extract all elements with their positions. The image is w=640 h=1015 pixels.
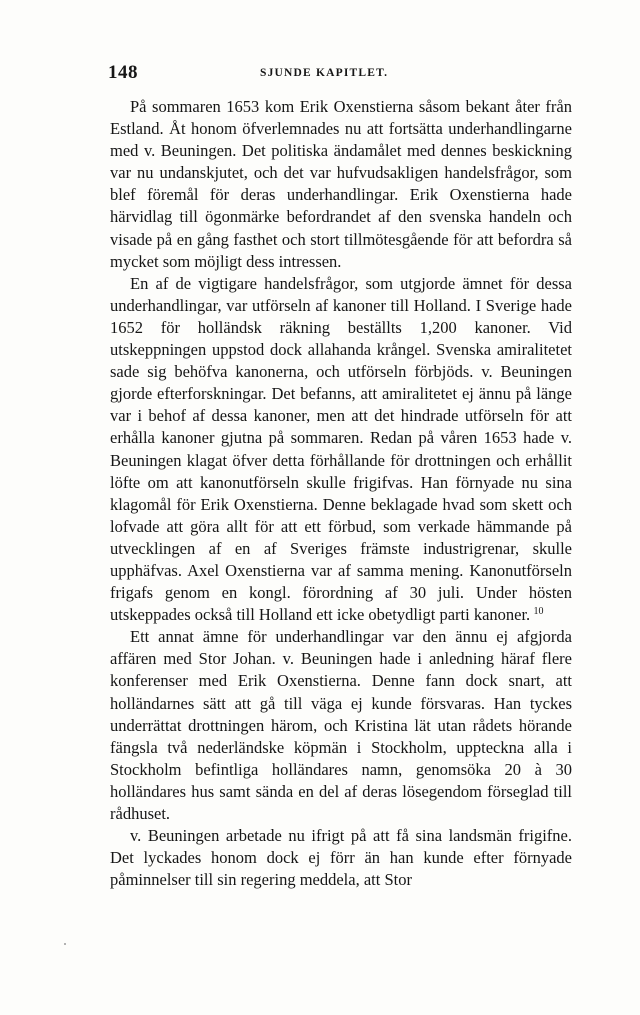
paragraph-text: På sommaren 1653 kom Erik Oxenstierna såsom bekant åter från Estland. Åt honom öfverlemnades nu att fortsätta underhandlingarne med v. Beuningen. Det politiska ändamålet med dennes beskickning var nu undanskjutet, och det var hufvudsakligen handelsfrågor, som blef föremål för deras underhandlingar. Erik Oxenstierna hade härvidlag till ögonmärke befordrandet af den svenska handeln och visade på en gång fasthet och stort tillmötesgående för att befordra så mycket som möjligt dess intressen. [110, 97, 572, 271]
page-header [108, 62, 572, 86]
paragraph-text: Ett annat ämne för underhandlingar var den ännu ej afgjorda affären med Stor Johan. v. Beuningen hade i anledning häraf flere konferenser med Erik Oxenstierna. Denne fann dock snart, att holländarnes sätt att gå till väga ej kunde försvaras. Han tyckes underrättat drottningen härom, och Kristina lät utan rådets hörande fängsla två nederländske köpmän i Stockholm, uppteckna alla i Stockholm befintliga holländares namn, genomsöka 20 à 30 holländares hus samt sända en del af deras lösegendom förseglad till rådhuset. [110, 627, 572, 823]
paragraph-2 [110, 273, 572, 627]
paragraph-4 [110, 825, 572, 891]
paragraph-3 [110, 626, 572, 825]
paper-speck [64, 943, 66, 945]
paragraph-1 [110, 96, 572, 273]
footnote-reference[interactable]: 10 [533, 606, 544, 618]
paragraph-text: v. Beuningen arbetade nu ifrigt på att få sina landsmän frigifne. Det lyckades honom dock ej förr än han kunde efter förnyade påminnelser till sin regering meddela, att Stor [110, 826, 572, 890]
page-number: 148 [108, 62, 138, 83]
running-head: SJUNDE KAPITLET. [260, 67, 389, 79]
paragraph-text: En af de vigtigare handelsfrågor, som utgjorde ämnet för dessa underhandlingar, var utförseln af kanoner till Holland. I Sverige hade 1652 för holländsk räkning beställts 1,200 kanoner. Vid utskeppningen uppstod dock allahanda krångel. Svenska amiralitetet sade sig behöfva kanonerna, och utförseln förbjöds. v. Beuningen gjorde efterforskningar. Det befanns, att amiralitetet ej ännu på länge var i behof af dessa kanoner, men att det hindrade utförseln för att erhålla kanoner gjutna på sommaren. Redan på våren 1653 hade v. Beuningen klagat öfver detta förhållande för drottningen och erhållit löfte om att kanonutförseln skulle frigifvas. Han förnyade nu sina klagomål för Erik Oxenstierna. Denne beklagade hvad som skett och lofvade att göra allt för att ett förbud, som verkade hämmande på utvecklingen af en af Sveriges främste industrigrenar, skulle upphäfvas. Axel Oxenstierna var af samma mening. Kanonutförseln frigafs genom en kongl. förordning af 30 juli. Under hösten utskeppades också till Holland ett icke obetydligt parti kanoner. [110, 273, 572, 625]
body-text [110, 96, 572, 891]
